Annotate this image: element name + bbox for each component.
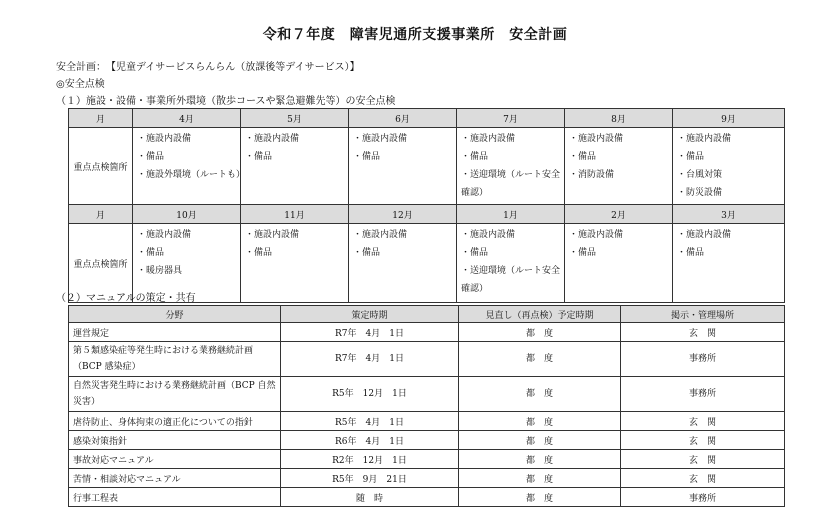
inspection-item: ・備品 xyxy=(245,152,273,162)
inspection-cell xyxy=(673,128,785,205)
field-cell: 苦情・相談対応マニュアル xyxy=(69,469,281,488)
inspection-item: ・備品 xyxy=(353,248,381,258)
inspection-cell xyxy=(349,128,457,205)
place-cell: 玄 関 xyxy=(621,323,785,342)
month-header-cell: 9月 xyxy=(673,109,785,128)
manual-table xyxy=(68,305,785,507)
inspection-cell xyxy=(349,224,457,303)
date-cell: R5年 9月 21日 xyxy=(281,469,459,488)
inspection-cell xyxy=(133,128,246,205)
place-cell: 事務所 xyxy=(621,377,785,412)
inspection-item: ・施設内設備 xyxy=(353,134,408,144)
month-header-cell: 11月 xyxy=(241,205,349,224)
table-row xyxy=(69,342,785,377)
inspection-item: ・施設内設備 xyxy=(677,230,732,240)
review-cell: 都 度 xyxy=(459,377,621,412)
manual-header-row xyxy=(69,306,785,323)
date-cell: R2年 12月 1日 xyxy=(281,450,459,469)
month-header: 月 xyxy=(69,205,133,224)
section2-heading: （２）マニュアルの策定・共有 xyxy=(56,293,196,304)
inspection-item: ・備品 xyxy=(461,248,489,258)
field-cell: 第５類感染症等発生時における業務継続計画（BCP 感染症） xyxy=(69,342,281,377)
place-cell: 玄 関 xyxy=(621,450,785,469)
table-row xyxy=(69,469,785,488)
inspection-item: ・備品 xyxy=(569,248,597,258)
review-cell: 都 度 xyxy=(459,450,621,469)
date-cell: R6年 4月 1日 xyxy=(281,431,459,450)
column-header: 見直し（再点検）予定時期 xyxy=(459,306,621,323)
inspection-item: ・施設内設備 xyxy=(461,230,516,240)
review-cell: 都 度 xyxy=(459,431,621,450)
inspection-item: ・施設内設備 xyxy=(569,230,624,240)
inspection-item: ・防災設備 xyxy=(677,188,723,198)
inspection-item: ・備品 xyxy=(677,248,705,258)
inspection-item: ・備品 xyxy=(137,152,165,162)
inspection-header-row-1 xyxy=(69,109,785,128)
review-cell: 都 度 xyxy=(459,342,621,377)
field-cell: 事故対応マニュアル xyxy=(69,450,281,469)
month-header-cell: 3月 xyxy=(673,205,785,224)
field-cell: 運営規定 xyxy=(69,323,281,342)
inspection-cell xyxy=(457,224,565,303)
inspection-item: ・備品 xyxy=(353,152,381,162)
inspection-cell xyxy=(565,224,673,303)
field-cell: 虐待防止、身体拘束の適正化についての指針 xyxy=(69,412,281,431)
inspection-item: ・施設内設備 xyxy=(677,134,732,144)
place-cell: 事務所 xyxy=(621,342,785,377)
place-cell: 玄 関 xyxy=(621,412,785,431)
place-cell: 事務所 xyxy=(621,488,785,507)
inspection-item: ・備品 xyxy=(461,152,489,162)
month-header-cell: 8月 xyxy=(565,109,673,128)
place-cell: 玄 関 xyxy=(621,431,785,450)
table-row xyxy=(69,431,785,450)
inspection-item: ・暖房器具 xyxy=(137,266,183,276)
section-label: ◎安全点検 xyxy=(56,79,105,90)
row-label: 重点点検箇所 xyxy=(69,224,133,303)
month-header-cell: 2月 xyxy=(565,205,673,224)
month-header-cell: 1月 xyxy=(457,205,565,224)
inspection-cell xyxy=(673,224,785,303)
month-header-cell: 6月 xyxy=(349,109,457,128)
inspection-table xyxy=(68,108,785,303)
inspection-item: ・台風対策 xyxy=(677,170,723,180)
month-header-cell: 5月 xyxy=(241,109,349,128)
field-cell: 自然災害発生時における業務継続計画（BCP 自然 災害） xyxy=(69,377,281,412)
table-row xyxy=(69,323,785,342)
month-header-cell: 7月 xyxy=(457,109,565,128)
month-header-cell: 10月 xyxy=(133,205,241,224)
inspection-item: ・施設内設備 xyxy=(245,230,300,240)
table-row xyxy=(69,450,785,469)
inspection-cell xyxy=(241,128,349,205)
inspection-cell xyxy=(565,128,673,205)
inspection-item: ・施設内設備 xyxy=(137,230,192,240)
date-cell: R7年 4月 1日 xyxy=(281,323,459,342)
place-cell: 玄 関 xyxy=(621,469,785,488)
inspection-item: ・施設内設備 xyxy=(137,134,192,144)
plan-subtitle: 安全計画： 【児童デイサービスらんらん（放課後等デイサービス）】 xyxy=(56,62,360,73)
date-cell: R7年 4月 1日 xyxy=(281,342,459,377)
inspection-item: ・施設内設備 xyxy=(461,134,516,144)
inspection-item: ・備品 xyxy=(677,152,705,162)
inspection-item: ・施設外環境（ルートも） xyxy=(137,170,246,180)
inspection-item: ・施設内設備 xyxy=(569,134,624,144)
inspection-item: ・送迎環境（ルート安全確認） xyxy=(461,266,561,294)
column-header: 策定時期 xyxy=(281,306,459,323)
table-row xyxy=(69,412,785,431)
inspection-item: ・備品 xyxy=(569,152,597,162)
inspection-cell xyxy=(457,128,565,205)
inspection-item: ・施設内設備 xyxy=(245,134,300,144)
table-row xyxy=(69,377,785,412)
month-header-cell: 4月 xyxy=(133,109,241,128)
inspection-item: ・施設内設備 xyxy=(353,230,408,240)
column-header: 掲示・管理場所 xyxy=(621,306,785,323)
inspection-item: ・送迎環境（ルート安全確認） xyxy=(461,170,561,198)
inspection-header-row-2 xyxy=(69,205,785,224)
section1-heading: （１）施設・設備・事業所外環境（散歩コースや緊急避難先等）の安全点検 xyxy=(56,96,396,107)
table-row xyxy=(69,488,785,507)
page-title: 令和７年度 障害児通所支援事業所 安全計画 xyxy=(262,27,568,43)
inspection-item: ・備品 xyxy=(137,248,165,258)
date-cell: R5年 4月 1日 xyxy=(281,412,459,431)
month-header-cell: 12月 xyxy=(349,205,457,224)
inspection-cell xyxy=(241,224,349,303)
field-cell: 感染対策指針 xyxy=(69,431,281,450)
date-cell: 随 時 xyxy=(281,488,459,507)
date-cell: R5年 12月 1日 xyxy=(281,377,459,412)
review-cell: 都 度 xyxy=(459,469,621,488)
month-header: 月 xyxy=(69,109,133,128)
inspection-item: ・消防設備 xyxy=(569,170,615,180)
review-cell: 都 度 xyxy=(459,412,621,431)
row-label: 重点点検箇所 xyxy=(69,128,133,205)
column-header: 分野 xyxy=(69,306,281,323)
review-cell: 都 度 xyxy=(459,488,621,507)
field-cell: 行事工程表 xyxy=(69,488,281,507)
inspection-item: ・備品 xyxy=(245,248,273,258)
inspection-row-1 xyxy=(69,128,785,205)
review-cell: 都 度 xyxy=(459,323,621,342)
